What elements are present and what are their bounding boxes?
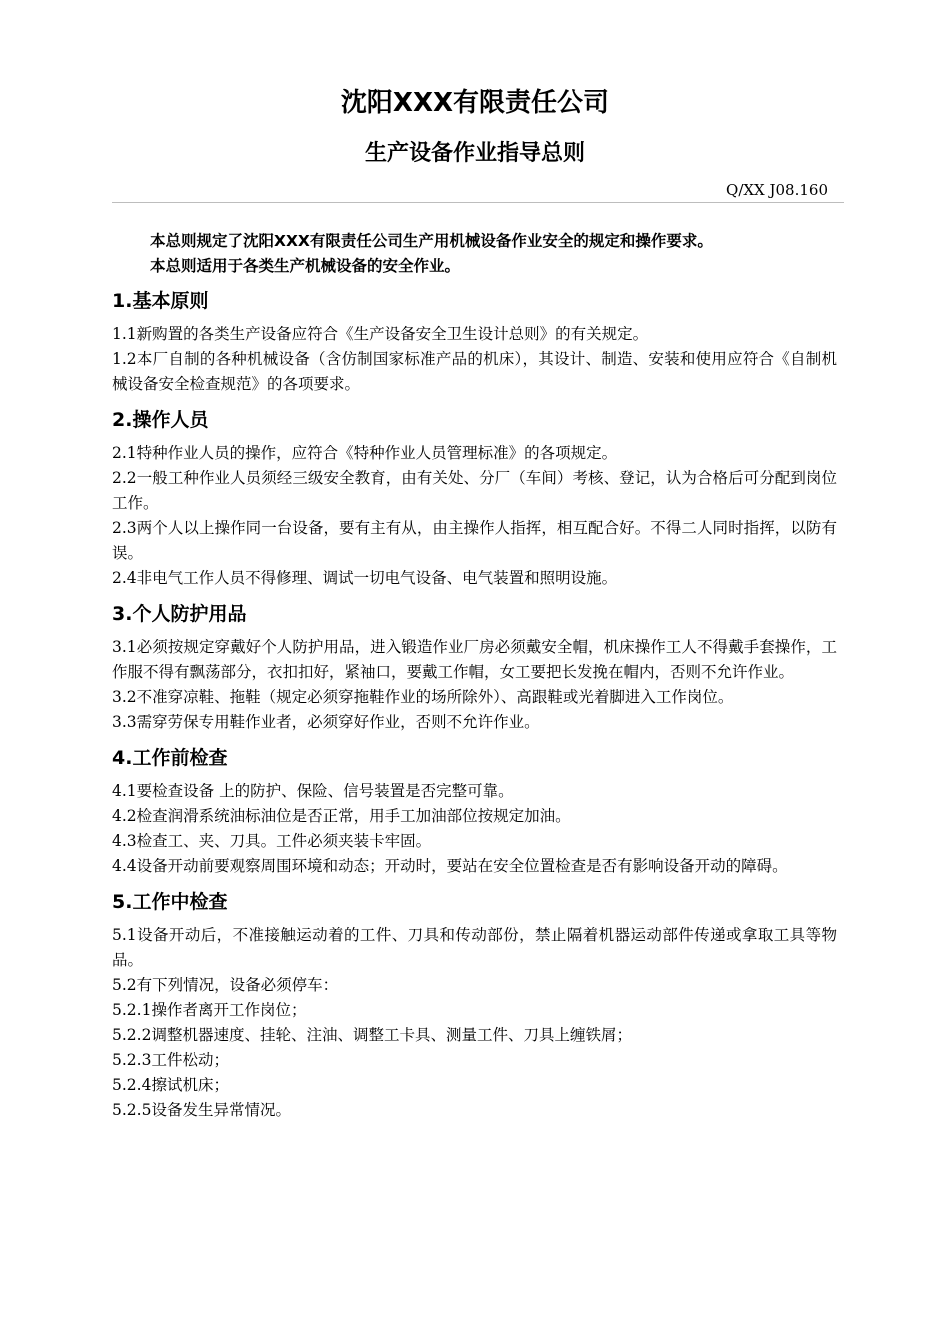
section-basic-principles xyxy=(112,286,837,397)
section-heading: 3.个人防护用品 xyxy=(112,603,247,625)
document-title: 生产设备作业指导总则 xyxy=(364,141,585,166)
company-title: 沈阳XXX有限责任公司 xyxy=(340,88,610,118)
clause: 4.3检查工、夹、刀具。工件必须夹装卡牢固。 xyxy=(112,832,432,850)
clause: 5.2有下列情况，设备必须停车： xyxy=(112,976,339,994)
intro-line: 本总则适用于各类生产机械设备的安全作业。 xyxy=(150,257,461,275)
clause: 5.2.1操作者离开工作岗位； xyxy=(112,1001,307,1019)
clause: 5.2.3工件松动； xyxy=(112,1051,229,1069)
section-heading: 1.基本原则 xyxy=(112,290,209,312)
section-heading: 5.工作中检查 xyxy=(112,891,228,913)
clause: 4.4设备开动前要观察周围环境和动态；开动时，要站在安全位置检查是否有影响设备开动的障碍。 xyxy=(112,857,788,875)
section-protective-equipment xyxy=(112,599,837,735)
header-divider xyxy=(112,202,844,203)
clause: 3.1必须按规定穿戴好个人防护用品，进入锻造作业厂房必须戴安全帽，机床操作工人不得戴手套操作，工作服不得有飘荡部分，衣扣扣好，紧袖口，要戴工作帽，女工要把长发挽在帽内，否则不允许作业。 xyxy=(112,638,837,681)
section-items xyxy=(112,923,837,1123)
clause: 2.2一般工种作业人员须经三级安全教育，由有关处、分厂（车间）考核、登记，认为合格后可分配到岗位工作。 xyxy=(112,469,837,512)
clause: 5.2.2调整机器速度、挂轮、注油、调整工卡具、测量工件、刀具上缠铁屑； xyxy=(112,1026,632,1044)
clause: 4.1要检查设备 上的防护、保险、信号装置是否完整可靠。 xyxy=(112,782,514,800)
clause: 2.1特种作业人员的操作，应符合《特种作业人员管理标准》的各项规定。 xyxy=(112,444,618,462)
intro-line: 本总则规定了沈阳XXX有限责任公司生产用机械设备作业安全的规定和操作要求。 xyxy=(150,232,713,250)
clause: 4.2检查润滑系统油标油位是否正常，用手工加油部位按规定加油。 xyxy=(112,807,571,825)
clause: 1.1新购置的各类生产设备应符合《生产设备安全卫生设计总则》的有关规定。 xyxy=(112,325,649,343)
clause: 3.3需穿劳保专用鞋作业者，必须穿好作业，否则不允许作业。 xyxy=(112,713,540,731)
document-number: Q/XX J08.160 xyxy=(726,181,828,199)
section-heading: 4.工作前检查 xyxy=(112,747,228,769)
clause: 2.4非电气工作人员不得修理、调试一切电气设备、电气装置和照明设施。 xyxy=(112,569,618,587)
section-items xyxy=(112,779,837,879)
clause: 2.3两个人以上操作同一台设备，要有主有从，由主操作人指挥，相互配合好。不得二人同时指挥，以防有误。 xyxy=(112,519,837,562)
clause: 5.2.5设备发生异常情况。 xyxy=(112,1101,291,1119)
section-operators xyxy=(112,405,837,591)
section-pre-work-check xyxy=(112,743,837,879)
section-items xyxy=(112,322,837,397)
document-body xyxy=(112,286,837,1123)
clause: 3.2不准穿凉鞋、拖鞋（规定必须穿拖鞋作业的场所除外）、高跟鞋或光着脚进入工作岗位。 xyxy=(112,688,734,706)
section-items xyxy=(112,441,837,591)
intro-paragraph xyxy=(150,229,850,279)
clause: 5.2.4擦试机床； xyxy=(112,1076,229,1094)
section-items xyxy=(112,635,837,735)
clause: 1.2本厂自制的各种机械设备（含仿制国家标准产品的机床），其设计、制造、安装和使用应符合《自制机械设备安全检查规范》的各项要求。 xyxy=(112,350,837,393)
section-in-work-check xyxy=(112,887,837,1123)
clause: 5.1设备开动后，不准接触运动着的工件、刀具和传动部份，禁止隔着机器运动部件传递或拿取工具等物品。 xyxy=(112,926,837,969)
section-heading: 2.操作人员 xyxy=(112,409,209,431)
